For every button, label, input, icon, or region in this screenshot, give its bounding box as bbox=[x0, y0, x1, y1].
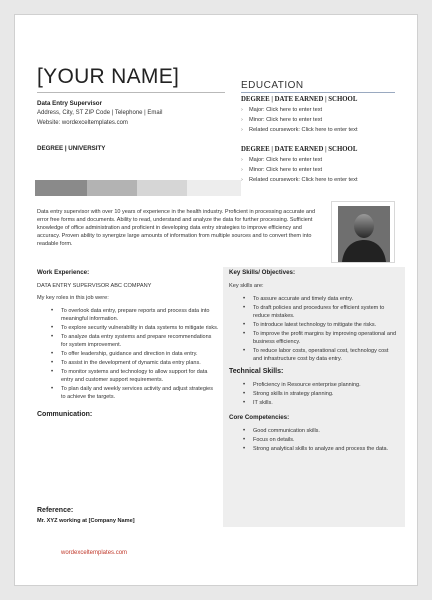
footer-website-link[interactable]: wordexceltemplates.com bbox=[61, 550, 128, 556]
decorative-color-bars bbox=[35, 180, 241, 196]
education-item: › Related coursework: Click here to enter text bbox=[241, 177, 358, 183]
education-item: › Minor: Click here to enter text bbox=[241, 167, 323, 173]
communication-title: Communication: bbox=[37, 411, 93, 418]
profile-photo bbox=[331, 201, 395, 263]
contact-address: Address, City, ST ZIP Code | Telephone | Email bbox=[37, 110, 163, 116]
education-heading: DEGREE | DATE EARNED | SCHOOL bbox=[241, 146, 358, 153]
work-experience-title: Work Experience: bbox=[37, 269, 90, 276]
list-item: • To assure accurate and timely data entry. bbox=[229, 295, 399, 303]
education-title: EDUCATION bbox=[241, 80, 304, 91]
reference-title: Reference: bbox=[37, 507, 74, 514]
list-item: • Focus on details. bbox=[229, 436, 399, 444]
bullet-icon: › bbox=[241, 157, 243, 163]
list-item: • To monitor systems and technology to allow support for data entry and customer support requirements. bbox=[37, 368, 219, 384]
education-entry bbox=[241, 96, 411, 135]
roles-intro: My key roles in this job were: bbox=[37, 295, 109, 301]
candidate-name: [YOUR NAME] bbox=[37, 65, 180, 88]
bullet-icon: › bbox=[241, 107, 243, 113]
color-bar bbox=[137, 180, 187, 196]
core-competencies-title: Core Competencies: bbox=[229, 414, 290, 421]
technical-skills-list bbox=[229, 381, 399, 407]
list-item: • Strong analytical skills to analyze and process the data. bbox=[229, 445, 399, 453]
list-item: • Strong skills in strategy planning. bbox=[229, 390, 399, 398]
bullet-icon: › bbox=[241, 117, 243, 123]
education-item: › Major: Click here to enter text bbox=[241, 157, 323, 163]
education-divider bbox=[241, 92, 395, 93]
technical-skills-title: Technical Skills: bbox=[229, 368, 284, 375]
list-item: • To overlook data entry, prepare reports and process data into meaningful information. bbox=[37, 307, 219, 323]
color-bar bbox=[35, 180, 87, 196]
company-line: DATA ENTRY SUPERVISOR ABC COMPANY bbox=[37, 283, 152, 289]
skills-panel bbox=[223, 267, 405, 527]
color-bar bbox=[87, 180, 137, 196]
education-item: › Related coursework: Click here to enter text bbox=[241, 127, 358, 133]
degree-university: DEGREE | UNIVERSITY bbox=[37, 145, 106, 152]
list-item: • Proficiency in Resource enterprise planning. bbox=[229, 381, 399, 389]
key-skills-intro: Key skills are: bbox=[229, 283, 264, 289]
education-entry bbox=[241, 146, 411, 185]
list-item: • To introduce latest technology to mitigate the risks. bbox=[229, 321, 399, 329]
roles-list bbox=[37, 307, 219, 401]
bullet-icon: › bbox=[241, 167, 243, 173]
list-item: • To analyze data entry systems and prepare recommendations for system improvement. bbox=[37, 333, 219, 349]
list-item: • To reduce labor costs, operational cost, technology cost and infrastructure cost by data entry. bbox=[229, 347, 399, 363]
key-skills-title: Key Skills/ Objectives: bbox=[229, 269, 296, 276]
list-item: • To assist in the development of dynamic data entry plans. bbox=[37, 359, 219, 367]
bullet-icon: › bbox=[241, 177, 243, 183]
work-experience-section bbox=[37, 269, 219, 418]
list-item: • To offer leadership, guidance and direction in data entry. bbox=[37, 350, 219, 358]
list-item: • IT skills. bbox=[229, 399, 399, 407]
list-item: • To improve the profit margins by improving operational and business efficiency. bbox=[229, 330, 399, 346]
education-heading: DEGREE | DATE EARNED | SCHOOL bbox=[241, 96, 358, 103]
profile-silhouette-icon bbox=[332, 202, 395, 263]
resume-page bbox=[14, 14, 418, 586]
education-item: › Minor: Click here to enter text bbox=[241, 117, 323, 123]
job-title: Data Entry Supervisor bbox=[37, 100, 102, 107]
name-divider bbox=[37, 92, 225, 93]
education-item: › Major: Click here to enter text bbox=[241, 107, 323, 113]
reference-text: Mr. XYZ working at [Company Name] bbox=[37, 518, 135, 524]
key-skills-list bbox=[229, 295, 399, 363]
list-item: • To draft policies and procedures for efficient system to reduce mistakes. bbox=[229, 304, 399, 320]
list-item: • To plan daily and weekly services activity and adjust strategies to achieve the targets. bbox=[37, 385, 219, 401]
core-competencies-list bbox=[229, 427, 399, 453]
color-bar bbox=[187, 180, 241, 196]
profile-summary: Data entry supervisor with over 10 years of experience in the health industry. Proficient in processing accurate and error free forms and documents. Ability to read, understand and analyze the data for further processing. Sufficient knowledge of office administration and proficient in developing data entry strategies to improve efficiency and accuracy. Proven ability to synergize large amounts of information from multiple sources and to convert them into readable form. bbox=[37, 209, 316, 247]
bullet-icon: › bbox=[241, 127, 243, 133]
list-item: • Good communication skills. bbox=[229, 427, 399, 435]
contact-website: Website: wordexceltemplates.com bbox=[37, 120, 128, 126]
list-item: • To explore security vulnerability in data systems to mitigate risks. bbox=[37, 324, 219, 332]
